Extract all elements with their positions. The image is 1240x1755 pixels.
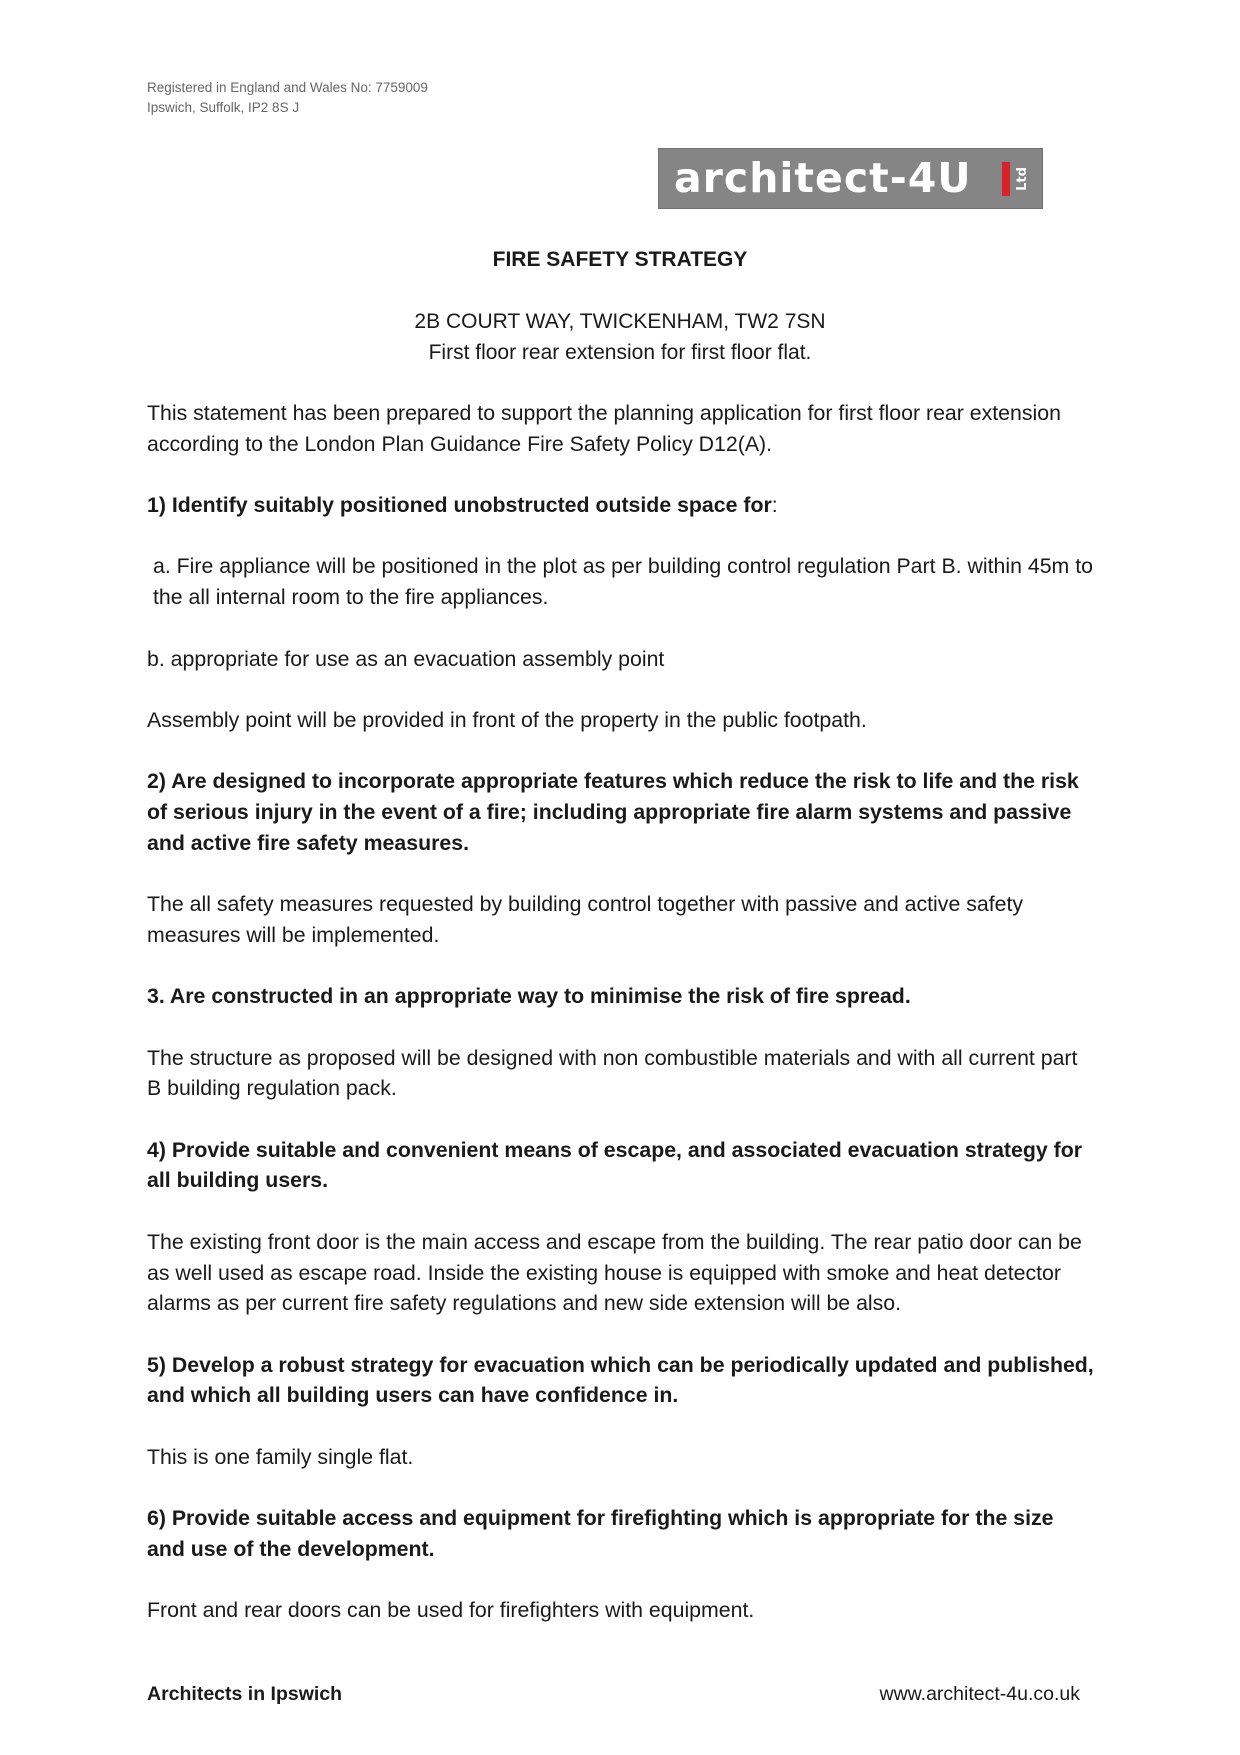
- site-address-block: [0, 306, 1240, 368]
- logo-name: architect-4U: [674, 154, 972, 202]
- section-3-heading: 3. Are constructed in an appropriate way to minimise the risk of fire spread.: [147, 984, 911, 1009]
- section-6-response: Front and rear doors can be used for firefighters with equipment.: [147, 1598, 755, 1623]
- section-5-response: This is one family single flat.: [147, 1444, 414, 1469]
- section-4-response: The existing front door is the main access and escape from the building. The rear patio door can be as well used as escape road. Inside the existing house is equipped with smoke and heat detector alarms as per current fire safety regulations and new side extension will be also.: [147, 1229, 1082, 1316]
- company-registration: [147, 78, 428, 118]
- registration-number: Registered in England and Wales No: 7759009: [147, 80, 428, 95]
- section-1-heading: [147, 490, 1097, 521]
- intro-paragraph: This statement has been prepared to support the planning application for first floor rear extension according to the London Plan Guidance Fire Safety Policy D12(A).: [147, 401, 1061, 456]
- project-description: First floor rear extension for first floor flat.: [428, 341, 812, 364]
- section-1-item-a: a. Fire appliance will be positioned in the plot as per building control regulation Part B. within 45m to the all internal room to the fire appliances.: [153, 554, 1093, 610]
- footer-website: www.architect-4u.co.uk: [879, 1683, 1080, 1705]
- logo-accent-bar: [1002, 162, 1010, 196]
- section-1-heading-text: 1) Identify suitably positioned unobstructed outside space for: [147, 493, 772, 518]
- section-2-response: The all safety measures requested by building control together with passive and active safety measures will be implemented.: [147, 892, 1024, 947]
- section-1-heading-suffix: :: [771, 493, 778, 518]
- section-4-heading: 4) Provide suitable and convenient means of escape, and associated evacuation strategy for all building users.: [147, 1137, 1083, 1193]
- section-2-heading: 2) Are designed to incorporate appropriate features which reduce the risk to life and the risk of serious injury in the event of a fire; including appropriate fire alarm systems and passive and active fire safety measures.: [147, 769, 1079, 855]
- site-address: 2B COURT WAY, TWICKENHAM, TW2 7SN: [414, 310, 826, 333]
- section-5-heading: 5) Develop a robust strategy for evacuation which can be periodically updated and published, and which all building users can have confidence in.: [147, 1352, 1094, 1408]
- document-body: [147, 398, 1097, 1657]
- logo-ltd: Ltd: [1015, 167, 1030, 191]
- company-logo: [658, 148, 1043, 209]
- section-1-item-b: b. appropriate for use as an evacuation assembly point: [147, 646, 665, 671]
- section-6-heading: 6) Provide suitable access and equipment for firefighting which is appropriate for the size and use of the development.: [147, 1506, 1054, 1561]
- section-3-response: The structure as proposed will be designed with non combustible materials and with all current part B building regulation pack.: [147, 1045, 1078, 1101]
- footer-tagline: Architects in Ipswich: [147, 1683, 343, 1705]
- section-1-response: Assembly point will be provided in front of the property in the public footpath.: [147, 707, 867, 732]
- company-location: Ipswich, Suffolk, IP2 8S J: [147, 100, 300, 115]
- page-title: FIRE SAFETY STRATEGY: [492, 248, 748, 271]
